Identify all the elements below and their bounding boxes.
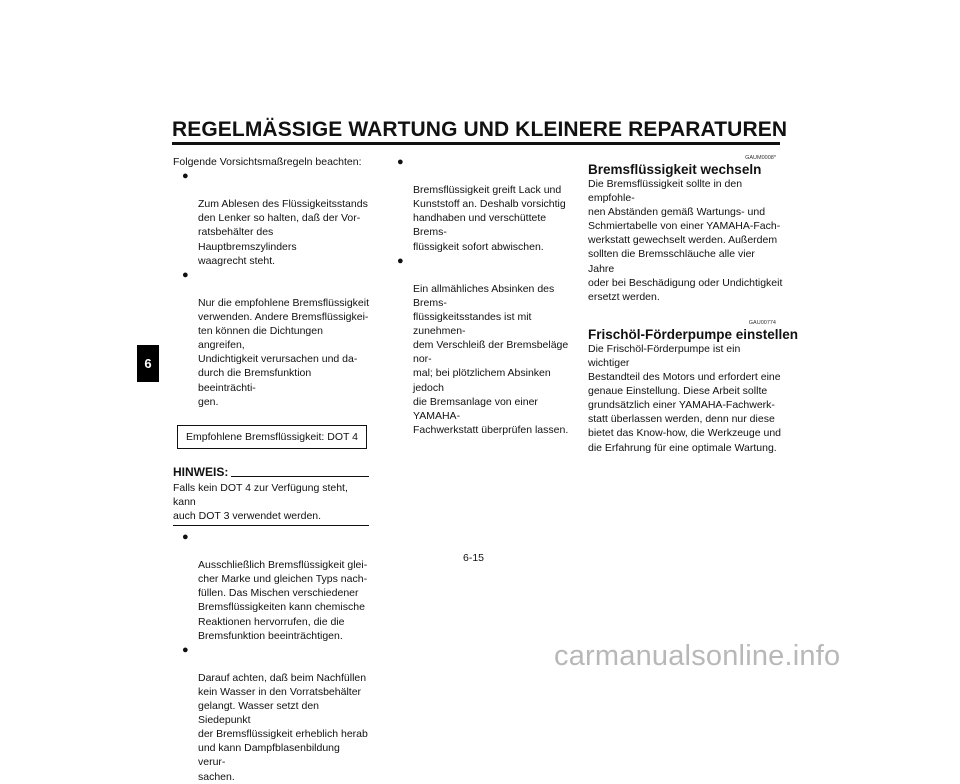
- watermark: carmanualsonline.info: [554, 640, 841, 672]
- list-item-text: Darauf achten, daß beim Nachfüllen kein Wasser in den Vorratsbehälter gelangt. Wasser setzt den Siedepunkt der Bremsflüssigkeit erheblich herab und kann Dampfblasenbildung verur- sachen.: [198, 671, 368, 783]
- note-header: [173, 465, 369, 479]
- page-title: REGELMÄSSIGE WARTUNG UND KLEINERE REPARATUREN: [172, 118, 788, 141]
- note-text: Falls kein DOT 4 zur Verfügung steht, kann auch DOT 3 verwendet werden.: [173, 481, 348, 522]
- list-item-text: Zum Ablesen des Flüssigkeitsstands den Lenker so halten, daß der Vor- ratsbehälter des Hauptbremszylinders waagrecht steht.: [198, 198, 368, 267]
- bullet-icon: ●: [397, 254, 404, 267]
- bullet-icon: ●: [182, 268, 189, 281]
- note-bottom-rule: [173, 525, 369, 526]
- middle-column: [388, 155, 578, 437]
- list-item: [388, 155, 578, 254]
- section-heading: Bremsflüssigkeit wechseln: [588, 162, 762, 177]
- section-code: GAU00774: [748, 319, 776, 326]
- list-item: [388, 254, 578, 437]
- list-item-text: Bremsflüssigkeit greift Lack und Kunststoff an. Deshalb vorsichtig handhaben und verschüttete Brems- flüssigkeit sofort abwischen.: [413, 184, 566, 253]
- title-underline: [172, 142, 780, 145]
- page-number: 6-15: [463, 552, 485, 564]
- bullet-icon: ●: [182, 643, 189, 656]
- list-item: [173, 268, 369, 409]
- spec-box: Empfohlene Bremsflüssigkeit: DOT 4: [177, 425, 367, 449]
- right-column: [588, 155, 799, 455]
- list-item-text: Nur die empfohlene Bremsflüssigkeit verwenden. Andere Bremsflüssigkei- ten können die Dichtungen angreifen, Undichtigkeit verursachen und da- durch die Bremsfunktion beeinträchti- gen.: [198, 296, 369, 408]
- bullet-icon: ●: [397, 156, 404, 168]
- intro-text: Folgende Vorsichtsmaßregeln beachten:: [173, 156, 362, 168]
- section-text: Die Frischöl-Förderpumpe ist ein wichtiger Bestandteil des Motors und erfordert eine genaue Einstellung. Diese Arbeit sollte grundsätzlich einer YAMAHA-Fachwerk- statt überlassen werden, denn nur diese bietet das Know-how, die Werkzeuge und die Erfahrung für eine optimale Wartung.: [588, 342, 782, 454]
- left-column: [173, 155, 369, 784]
- bullet-icon: ●: [182, 170, 189, 183]
- chapter-tab: 6: [137, 345, 159, 382]
- note-heading-rule: [231, 476, 369, 477]
- section-code: GAUM0008*: [745, 155, 776, 161]
- list-item: [173, 643, 369, 784]
- list-item: [173, 169, 369, 268]
- note-heading: HINWEIS:: [173, 464, 229, 479]
- list-item: [173, 530, 369, 643]
- list-item-text: Ausschließlich Bremsflüssigkeit glei- cher Marke und gleichen Typs nach- füllen. Das Mischen verschiedener Bremsflüssigkeiten kann chemische Reaktionen hervorrufen, die die Bremsfunktion beeinträchtigen.: [198, 559, 368, 642]
- section-text: Die Bremsflüssigkeit sollte in den empfohle- nen Abständen gemäß Wartungs- und Schmiertabelle von einer YAMAHA-Fach- werkstatt gewechselt werden. Außerdem sollten die Bremsschläuche alle vier Jahre oder bei Beschädigung oder Undichtigkeit ersetzt werden.: [588, 178, 783, 303]
- list-item-text: Ein allmähliches Absinken des Brems- flüssigkeitsstandes ist mit zunehmen- dem Verschleiß der Bremsbeläge nor- mal; bei plötzlichem Absinken jedoch die Bremsanlage von einer YAMAHA- Fachwerkstatt überprüfen lassen.: [413, 282, 569, 436]
- section-heading: Frischöl-Förderpumpe einstellen: [588, 326, 799, 342]
- bullet-icon: ●: [182, 530, 189, 543]
